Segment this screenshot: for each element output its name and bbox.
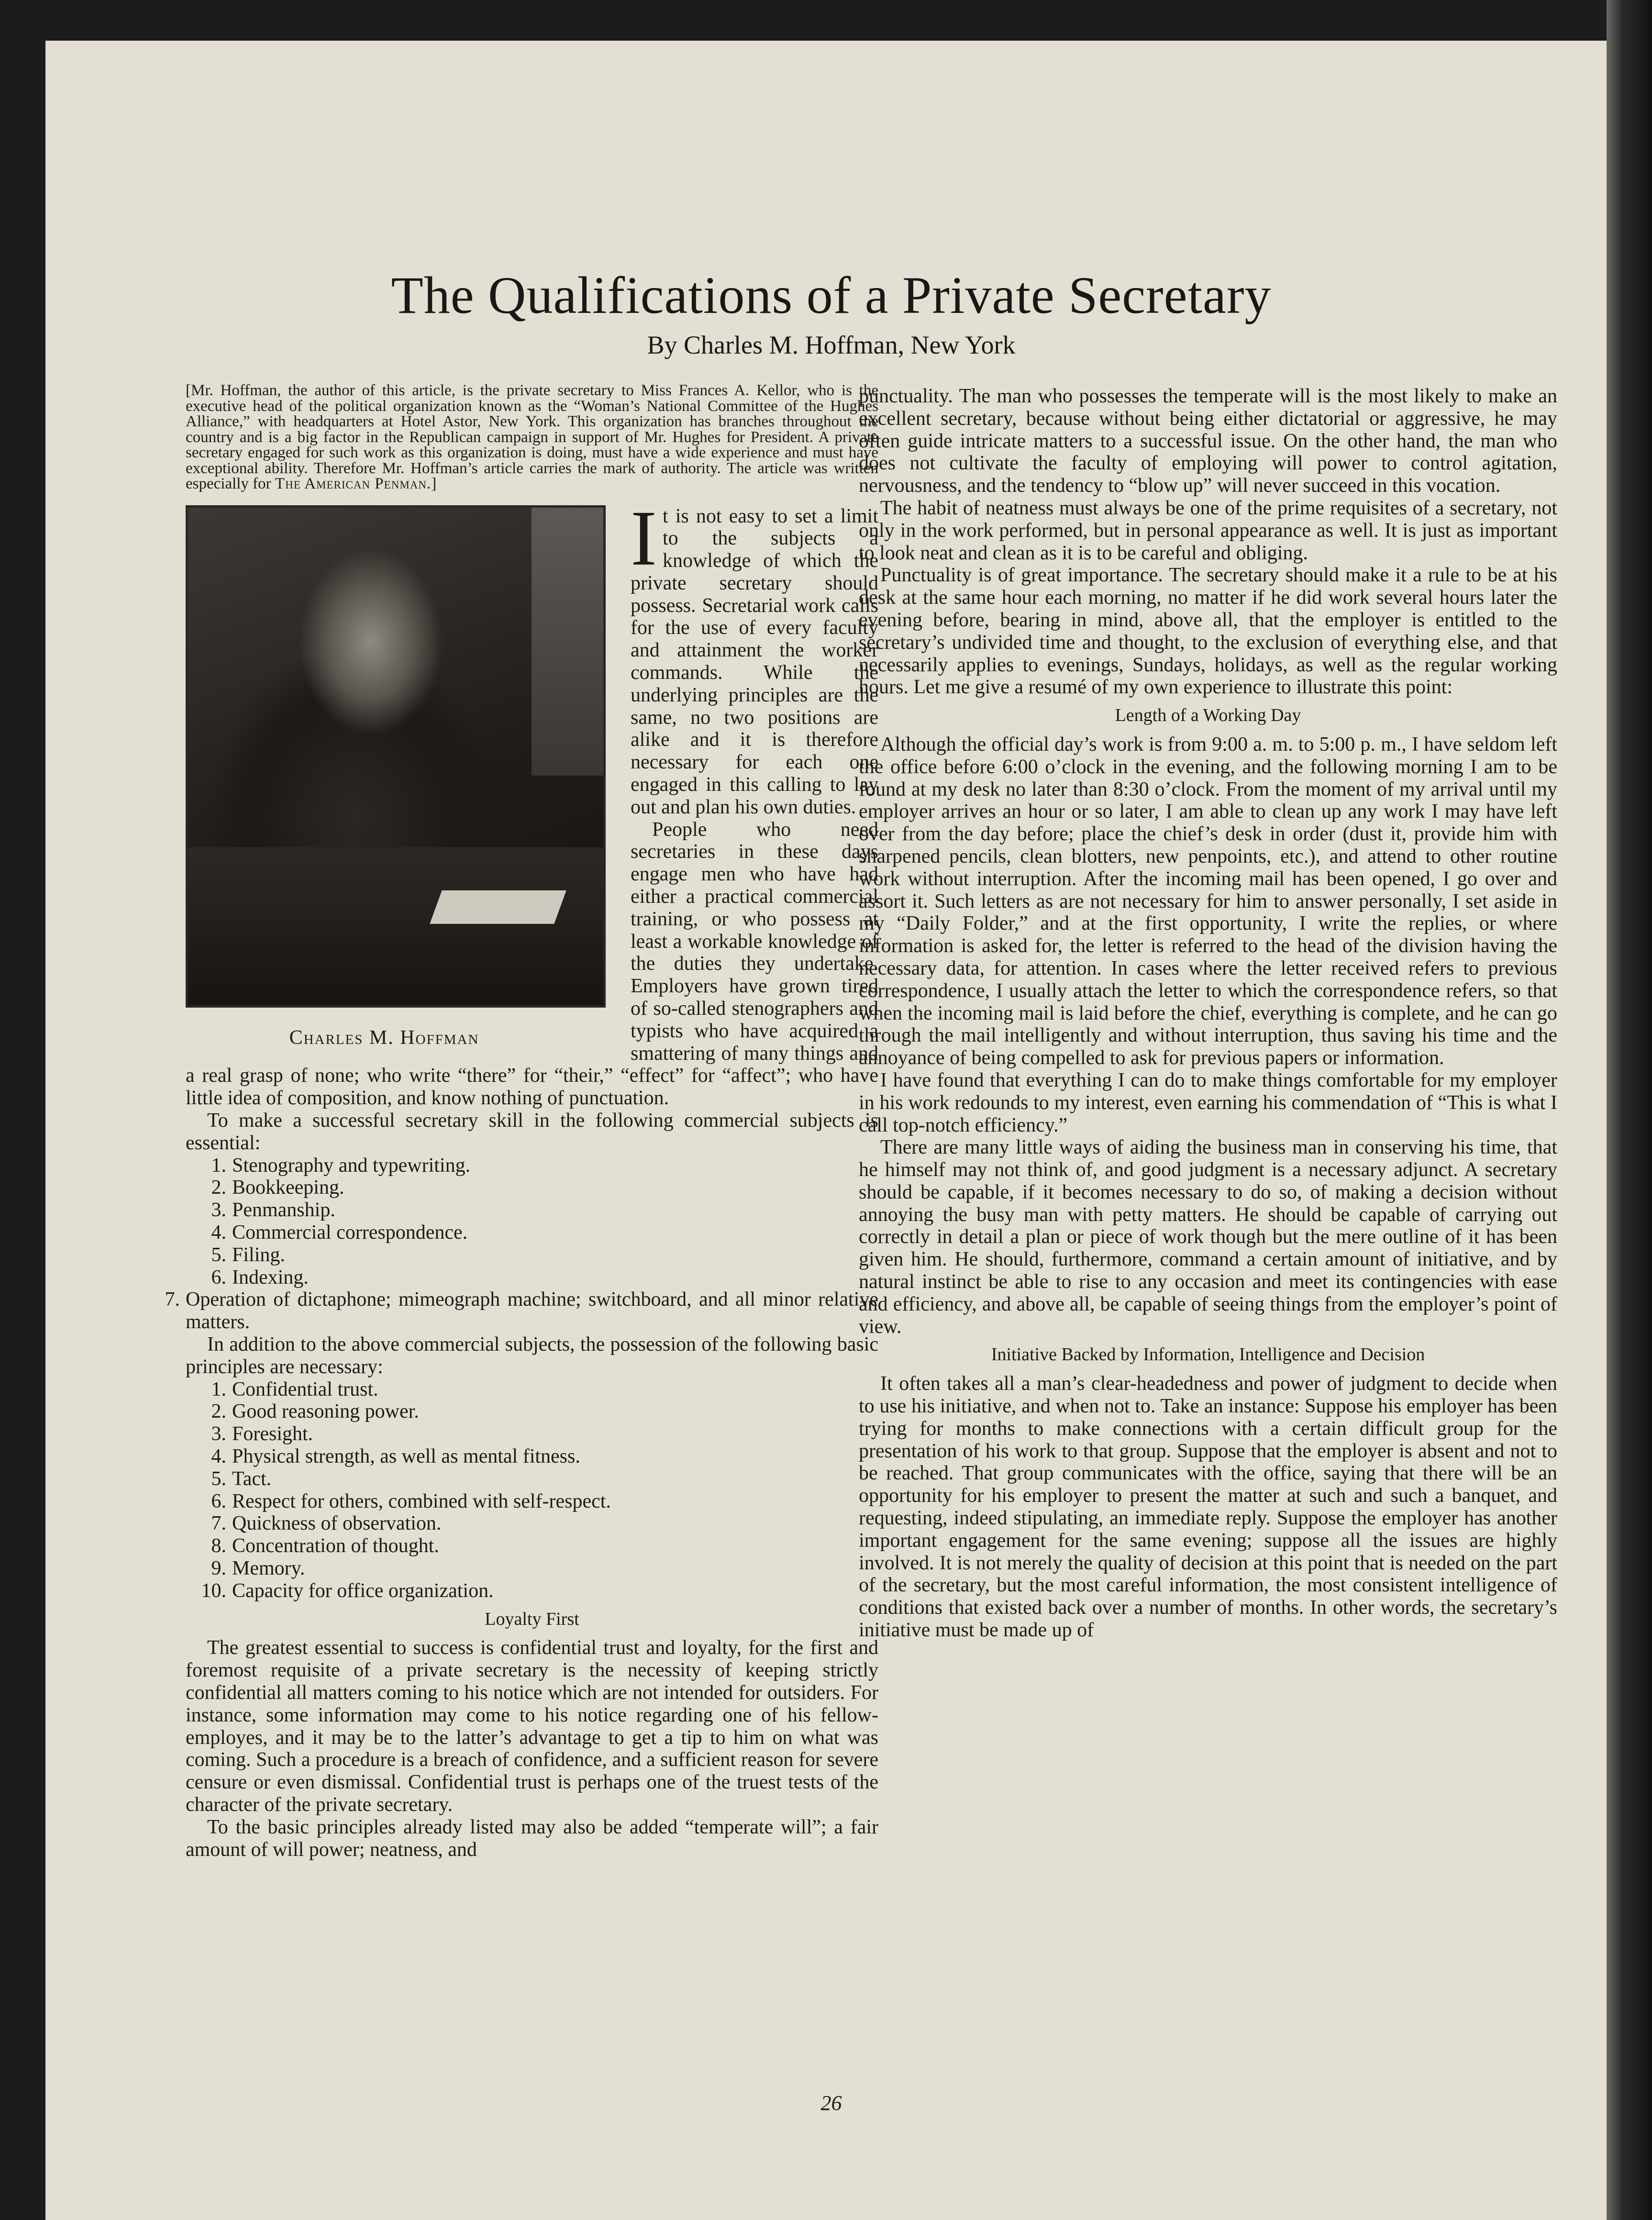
article-byline: By Charles M. Hoffman, New York [647, 331, 1016, 359]
photo-desk-shape [188, 847, 603, 1005]
editor-note [186, 383, 878, 492]
intro-paragraph: It is not easy to set a limit to the subjects a knowledge of which the private secretary should possess. Secretarial work calls for the use of every faculty and attainment the worker commands. While the underlying principles are the same, no two positions are alike and it is therefore necessary for each one engaged in this calling to lay out and plan his own duties. [631, 494, 878, 818]
editor-note-magazine: The American Penman.] [275, 475, 437, 492]
paragraph: Punctuality is of great importance. The secretary should make it a rule to be at his desk at the same hour each morning, no matter if he did work several hours later the evening before, bearing in mind, above all, that the employer is entitled to the secretary’s undivided time and thought, to the exclusion of everything else, and that necessarily applies to evenings, Sundays, holidays, as well as the regular working hours. Let me give a resumé of my own experience to illustrate this point: [859, 564, 1557, 699]
left-column [165, 382, 878, 1861]
section-heading-loyalty: Loyalty First [485, 1609, 579, 1629]
paragraph: I have found that everything I can do to make things comfortable for my employer in his work redounds to my interest, even earning his commendation of “This is what I call top-notch efficiency.” [859, 1069, 1557, 1136]
list-item: 9. Memory. [211, 1557, 305, 1579]
list-item: 6. Respect for others, combined with self-respect. [211, 1490, 611, 1512]
magazine-page [45, 41, 1617, 2220]
paragraph: Although the official day’s work is from 9:00 a. m. to 5:00 p. m., I have seldom left the office before 6:00 o’clock in the evening, and the following morning I am to be found at my desk no later than 8:30 o’clock. From the moment of my arrival until my employer arrives an hour or so later, I am able to clean up any work I may have left over from the day before; place the chief’s desk in order (dust it, provide him with sharpened pencils, clean blotters, new penpoints, etc.), and attend to other routine work without interruption. After the incoming mail has been opened, I go over and assort it. Such letters as are not necessary for him to answer personally, I set aside in my “Daily Folder,” and at the first opportunity, I write the replies, or where information is asked for, the letter is referred to the head of the division having the necessary data, for attention. In cases where the letter received refers to previous correspondence, I usually attach the letter to which the correspondence refers, so that when the incoming mail is laid before the chief, everything is complete, and he can go through the mail intelligently and without interruption, thus saving his time and the annoyance of being compelled to ask for previous papers or information. [859, 733, 1557, 1069]
author-photo-block [186, 505, 607, 1055]
commercial-subjects-list [165, 1154, 878, 1333]
photo-caption: Charles M. Hoffman [289, 1026, 479, 1049]
paragraph: People who need secretaries in these days engage men who have had either a practical commercial training, or who possess at least a workable knowledge of the duties they undertake. Employers have grown tired of so-called stenographers and typists who have acquired a smattering of many things and a real grasp of none; who write “there” for “their,” “effect” for “affect”; who have little idea of composition, and know nothing of punctuation. [186, 818, 878, 1110]
right-column [859, 385, 1557, 1642]
list-item: 3. Penmanship. [211, 1199, 335, 1221]
list-item: 10. Capacity for office organization. [201, 1579, 494, 1602]
section-heading-initiative: Initiative Backed by Information, Intelligence and Decision [991, 1344, 1425, 1365]
list-item: 2. Good reasoning power. [211, 1400, 419, 1423]
photo-window-shape [532, 508, 603, 776]
list-item: 5. Filing. [211, 1243, 285, 1266]
article-title: The Qualifications of a Private Secretary [391, 266, 1272, 324]
basic-principles-list [186, 1378, 878, 1602]
page-number: 26 [820, 2091, 842, 2115]
list-item: 1. Stenography and typewriting. [211, 1154, 471, 1177]
paragraph: There are many little ways of aiding the business man in conserving his time, that he himself may not think of, and good judgment is a necessary adjunct. A secretary should be capable, if it becomes necessary to do so, of making a decision without annoying the busy man with petty matters. He should be capable of carrying out correctly in detail a plan or piece of work though but the mere outline of it has been given him. He should, furthermore, command a certain amount of initiative, and by natural instinct be able to rise to any occasion and meet its contingencies with ease and efficiency, and above all, be capable of seeing things from the employer’s point of view. [859, 1136, 1557, 1338]
author-photo [186, 505, 606, 1008]
list-item: 4. Physical strength, as well as mental fitness. [211, 1445, 580, 1467]
list-item: 2. Bookkeeping. [211, 1177, 344, 1199]
paragraph: To make a successful secretary skill in the following commercial subjects is essential: [186, 1110, 878, 1154]
list-item: 3. Foresight. [211, 1423, 313, 1445]
list-item: 1. Confidential trust. [211, 1378, 378, 1400]
paragraph: The greatest essential to success is confidential trust and loyalty, for the first and foremost requisite of a private secretary is the necessity of keeping strictly confidential all matters coming to his notice which are not intended for outsiders. For instance, some information may come to his notice regarding one of his fellow-employes, and it may be to the latter’s advantage to get a tip to him on what was coming. Such a procedure is a breach of confidence, and a sufficient reason for severe censure or even dismissal. Confidential trust is perhaps one of the truest tests of the character of the private secretary. [186, 1637, 878, 1816]
section-heading-length: Length of a Working Day [1115, 705, 1301, 726]
photo-papers-shape [430, 890, 566, 924]
paragraph: It often takes all a man’s clear-headedness and power of judgment to decide when to use his initiative, and when not to. Take an instance: Suppose his employer has been trying for months to make connections with a certain difficult group for the presentation of his work to that group. Suppose that the employer is absent and not to be reached. That group communicates with the office, saying that there will be an opportunity for his employer to present the matter at such and such a banquet, and requesting, indeed stipulating, an immediate reply. Suppose the employer has another important engagement for the same evening; suppose all the issues are highly involved. It is not merely the quality of decision at this point that is needed on the part of the secretary, but the most careful information, the most consistent intelligence of conditions that existed back over a number of months. In other words, the secretary’s initiative must be made up of [859, 1373, 1557, 1642]
editor-note-text: [Mr. Hoffman, the author of this article, is the private secretary to Miss Frances A. Kellor, who is the executive head of the political organization known as the “Woman’s National Committee of the Hughes Alliance,” with headquarters at Hotel Astor, New York. This organization has branches throughout the country and is a big factor in the Republican campaign in support of Mr. Hughes for President. A private secretary engaged for such work as this organization is doing, must have a wide experience and must have exceptional ability. Therefore Mr. Hoffman’s article carries the mark of authority. The article was written especially for [186, 382, 878, 492]
paragraph: In addition to the above commercial subjects, the possession of the following basic principles are necessary: [186, 1333, 878, 1378]
list-item: 6. Indexing. [211, 1266, 309, 1288]
list-item: 5. Tact. [211, 1467, 272, 1490]
paragraph: The habit of neatness must always be one of the prime requisites of a secretary, not only in the work performed, but in personal appearance as well. It is just as important to look neat and clean as it is to be careful and obliging. [859, 497, 1557, 564]
paragraph: punctuality. The man who possesses the temperate will is the most likely to make an excellent secretary, because without being either dictatorial or aggressive, he may often guide intricate matters to a successful issue. On the other hand, the man who does not cultivate the faculty of employing will power to control agitation, nervousness, and the tendency to “blow up” will never succeed in this vocation. [859, 385, 1557, 497]
list-item: 4. Commercial correspondence. [211, 1221, 468, 1243]
list-item: 8. Concentration of thought. [211, 1535, 439, 1557]
list-item: 7. Quickness of observation. [211, 1512, 442, 1535]
list-item: 7. Operation of dictaphone; mimeograph machine; switchboard, and all minor relative matters. [165, 1288, 878, 1333]
paragraph: To the basic principles already listed may also be added “temperate will”; a fair amount of will power; neatness, and [186, 1816, 878, 1861]
binding-edge [1607, 0, 1652, 2220]
